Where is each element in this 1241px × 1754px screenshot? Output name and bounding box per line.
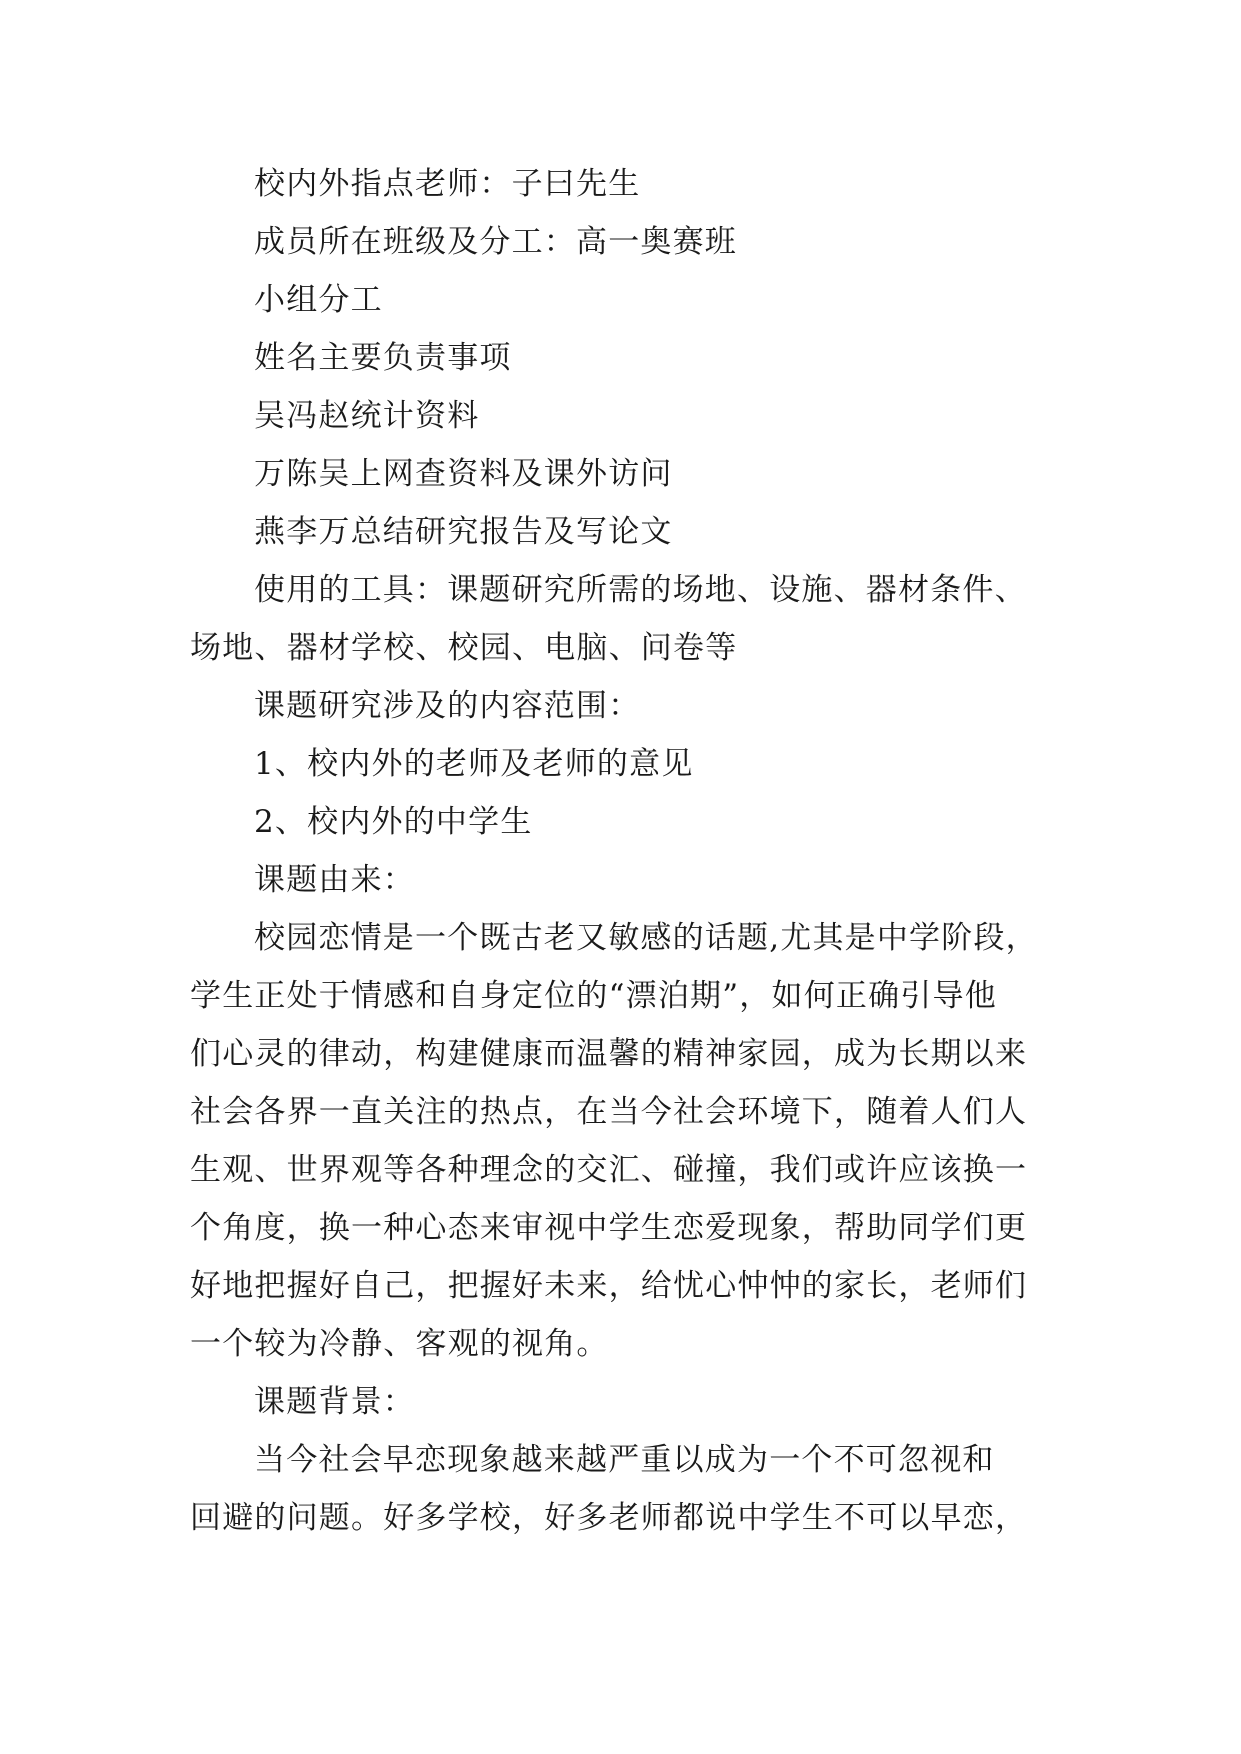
paragraph-line: 好地把握好自己，把握好未来，给忧心忡忡的家长，老师们 <box>190 1268 1028 1304</box>
paragraph-line: 个角度，换一种心态来审视中学生恋爱现象，帮助同学们更 <box>190 1210 1028 1246</box>
tools-line-continued: 场地、器材学校、校园、电脑、问卷等 <box>190 630 738 666</box>
member-task-line: 万陈吴上网查资料及课外访问 <box>254 456 673 492</box>
scope-item: 1、校内外的老师及老师的意见 <box>254 746 694 782</box>
paragraph-line: 们心灵的律动，构建健康而温馨的精神家园，成为长期以来 <box>190 1036 1028 1072</box>
document-body <box>190 155 1070 1547</box>
member-task-line: 吴冯赵统计资料 <box>254 398 480 434</box>
paragraph-line: 生观、世界观等各种理念的交汇、碰撞，我们或许应该换一 <box>190 1152 1028 1188</box>
advisor-line: 校内外指点老师：子曰先生 <box>254 166 641 202</box>
scope-heading: 课题研究涉及的内容范围： <box>254 688 641 724</box>
paragraph-line: 回避的问题。好多学校，好多老师都说中学生不可以早恋， <box>190 1500 1028 1536</box>
origin-heading: 课题由来： <box>254 862 415 898</box>
paragraph-line: 一个较为冷静、客观的视角。 <box>190 1326 609 1362</box>
paragraph-line: 社会各界一直关注的热点，在当今社会环境下，随着人们人 <box>190 1094 1028 1130</box>
table-header-line: 姓名主要负责事项 <box>254 340 512 376</box>
group-division-heading: 小组分工 <box>254 282 383 318</box>
paragraph-line: 当今社会早恋现象越来越严重以成为一个不可忽视和 <box>254 1442 995 1478</box>
paragraph-line: 学生正处于情感和自身定位的“漂泊期”，如何正确引导他 <box>190 978 997 1014</box>
scope-item: 2、校内外的中学生 <box>254 804 533 840</box>
background-heading: 课题背景： <box>254 1384 415 1420</box>
member-task-line: 燕李万总结研究报告及写论文 <box>254 514 673 550</box>
tools-line: 使用的工具：课题研究所需的场地、设施、器材条件、 <box>254 572 1027 608</box>
paragraph-line: 校园恋情是一个既古老又敏感的话题,尤其是中学阶段， <box>254 920 1038 956</box>
class-line: 成员所在班级及分工：高一奥赛班 <box>254 224 737 260</box>
